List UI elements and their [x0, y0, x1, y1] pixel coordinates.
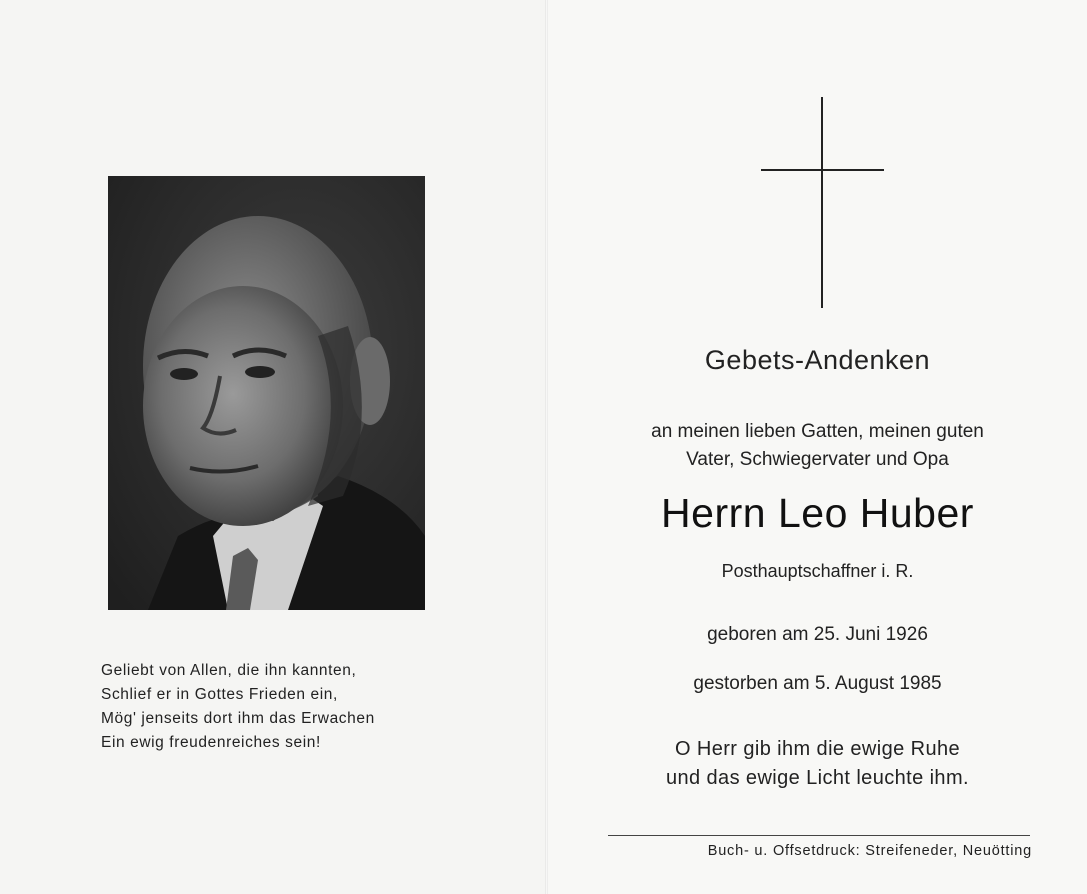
poem-line-3: Mög' jenseits dort ihm das Erwachen: [101, 710, 375, 727]
portrait-illustration: [108, 176, 425, 610]
death-date: gestorben am 5. August 1985: [693, 673, 942, 694]
prayer: [548, 735, 1087, 793]
deceased-name: Herrn Leo Huber: [661, 490, 974, 536]
dedication: [548, 418, 1087, 474]
poem-line-2: Schlief er in Gottes Frieden ein,: [101, 686, 338, 703]
poem-line-4: Ein ewig freudenreiches sein!: [101, 734, 321, 751]
portrait-photo: [108, 176, 425, 610]
profession: Posthauptschaffner i. R.: [721, 561, 914, 581]
poem-line-1: Geliebt von Allen, die ihn kannten,: [101, 662, 357, 679]
birth-date: geboren am 25. Juni 1926: [707, 624, 928, 645]
printer-credit: Buch- u. Offsetdruck: Streifeneder, Neuötting: [707, 843, 1032, 859]
prayer-line-1: O Herr gib ihm die ewige Ruhe: [674, 738, 961, 760]
memorial-poem: [101, 659, 461, 755]
card-title: Gebets-Andenken: [704, 345, 931, 375]
printer-divider: [608, 835, 1030, 836]
dedication-line-1: an meinen lieben Gatten, meinen guten: [651, 421, 984, 442]
prayer-line-2: und das ewige Licht leuchte ihm.: [666, 767, 969, 789]
cross-icon: [821, 97, 823, 308]
cross-bar: [761, 169, 884, 171]
dedication-line-2: Vater, Schwiegervater und Opa: [686, 449, 949, 470]
